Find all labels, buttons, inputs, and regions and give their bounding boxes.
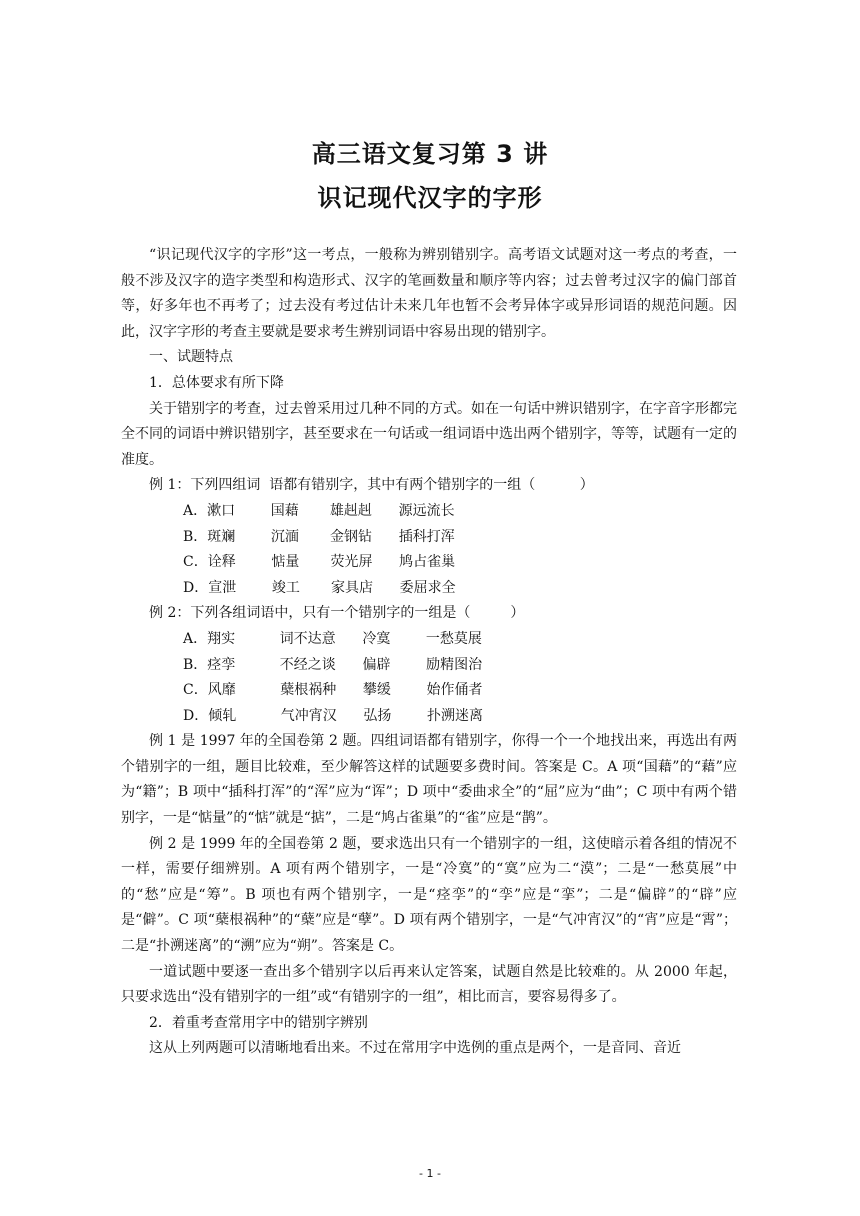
lecture-title: 高三语文复习第 3 讲 [311,140,549,168]
example-2-option-a: A．翔实 词不达意 冷寞 一愁莫展 [183,630,482,647]
document-body [121,243,737,1062]
paragraph: 例 2 是 1999 年的全国卷第 2 题，要求选出只有一个错别字的一组，这使暗示着各组的情况不一样，需要仔细辨别。A 项有两个错别字，一是“冷寞”的“寞”应为二“漠”；二是“一愁莫展”中的“愁”应是“筹”。B 项也有两个错别字，一是“痉孪”的“孪”应是“挛”；二是“偏辟”的“辟”应是“僻”。C 项“蘖根祸种”的“蘖”应是“孽”。D 项有两个错别字，一是“气冲宵汉”的“宵”应是“霄”；二是“扑溯迷离”的“溯”应为“朔”。答案是 C。 [121,835,737,955]
subsection-heading: 1．总体要求有所下降 [149,374,284,391]
paragraph: 这从上列两题可以清晰地看出来。不过在常用字中选例的重点是两个，一是音同、音近 [149,1040,681,1057]
example-2-option-d: D．倾轧 气冲宵汉 弘扬 扑溯迷离 [183,707,484,724]
paragraph: 例 1 是 1997 年的全国卷第 2 题。四组词语都有错别字，你得一个一个地找出来，再选出有两个错别字的一组，题目比较难，至少解答这样的试题要多费时间。答案是 C。A 项“国藉”的“藉”应为“籍”；B 项中“插科打浑”的“浑”应为“诨”；D 项中“委曲求全”的“屈”应为“曲”；C 项中有两个错别字，一是“惦量”的“惦”就是“掂”，二是“鸠占雀巢”的“雀”应是“鹊”。 [121,733,737,827]
intro-paragraph: “识记现代汉字的字形”这一考点，一般称为辨别错别字。高考语文试题对这一考点的考查，一般不涉及汉字的造字类型和构造形式、汉字的笔画数量和顺序等内容；过去曾考过汉字的偏门部首等，好多年也不再考了；过去没有考过估计未来几年也暂不会考异体字或异形词语的规范问题。因此，汉字字形的考查主要就是要求考生辨别词语中容易出现的错别字。 [121,247,737,340]
example-2-stem: 例 2：下列各组词语中，只有一个错别字的一组是（ ） [149,605,525,622]
page-number: - 1 - [419,1167,441,1180]
example-1-option-a: A．漱口 国藉 雄赳赳 源远流长 [183,502,455,519]
paragraph: 关于错别字的考查，过去曾采用过几种不同的方式。如在一句话中辨识错别字，在字音字形都完全不同的词语中辨识错别字，甚至要求在一句话或一组词语中选出两个错别字，等等，试题有一定的准度。 [121,400,737,468]
example-1-stem: 例 1：下列四组词 语都有错别字，其中有两个错别字的一组（ ） [149,477,594,494]
subsection-heading: 2．着重考查常用字中的错别字辨别 [149,1014,368,1031]
example-1-option-b: B．斑斓 沉湎 金钢钻 插科打浑 [183,528,455,545]
example-1-option-d: D．宣泄 竣工 家具店 委屈求全 [183,579,456,596]
example-1-option-c: C．诠释 惦量 荧光屏 鸠占雀巢 [183,554,456,571]
example-2-option-c: C．风靡 蘖根祸种 攀缓 始作俑者 [183,682,483,699]
lecture-subtitle: 识记现代汉字的字形 [317,184,543,212]
section-heading: 一、试题特点 [149,349,233,366]
paragraph: 一道试题中要逐一查出多个错别字以后再来认定答案，试题自然是比较难的。从 2000 年起，只要求选出“没有错别字的一组”或“有错别字的一组”，相比而言，要容易得多了。 [121,963,737,1006]
example-2-option-b: B．痉孪 不经之谈 偏辟 励精图治 [183,656,483,673]
